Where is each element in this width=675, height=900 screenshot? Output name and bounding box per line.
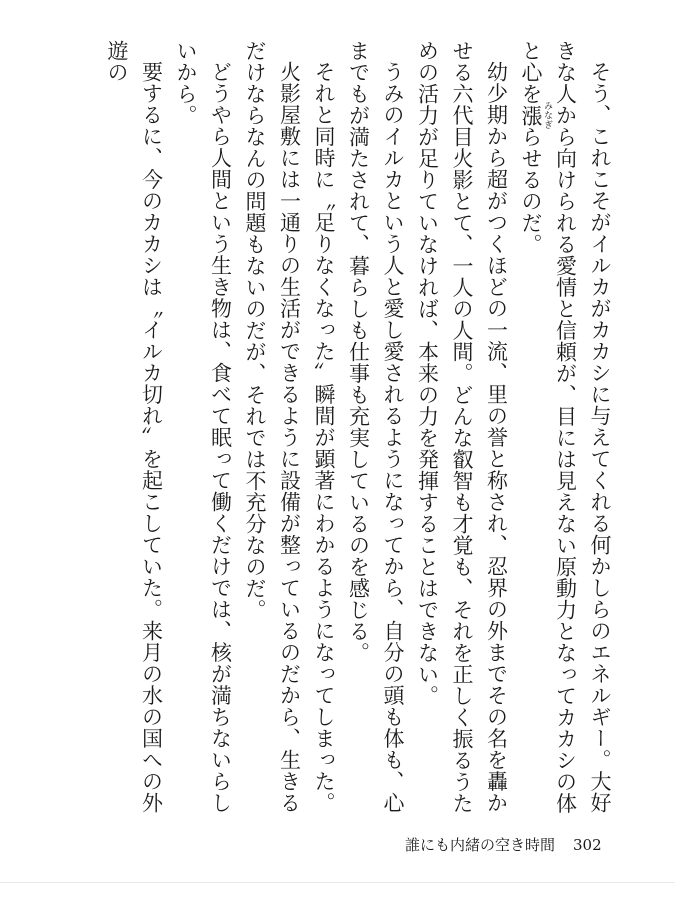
text-run: もが満たされて、暮らしも仕事も充実しているのを感じる。 <box>346 83 371 664</box>
paragraph <box>341 40 410 820</box>
text-run: が足りていなければ、本来の力を発揮することはできない。 <box>415 126 440 707</box>
paragraph <box>514 40 618 820</box>
ruby-annotation <box>519 101 552 130</box>
ruby-base: 漲 <box>519 101 543 130</box>
text-run: それと同時に〝足りなくなった〟瞬間が顕著にわかるようになってしまった。 <box>312 61 336 814</box>
ruby-reading: みなぎ <box>542 101 552 130</box>
paragraph <box>100 40 169 820</box>
text-run: らせるのだ。 <box>519 126 543 255</box>
text-run: 六代目火影とて、一人の人間。どんな叡智も才覚も、それを正しく振るうための活力 <box>415 40 474 814</box>
vertical-text-body <box>57 40 617 820</box>
bottom-divider <box>0 882 675 883</box>
paragraph <box>410 40 514 820</box>
page-number: 302 <box>573 836 602 854</box>
book-title: 誰にも内緒の空き時間 <box>405 836 556 854</box>
text-run: 人から向けられる愛情と信頼が、目には見えない原動力となってカカシの体と心を <box>519 40 578 814</box>
text-run: ら。 <box>174 83 198 126</box>
text-run: うみのイルカという人と愛し愛されるようになってから、自分の頭も体も、心まで <box>346 40 405 814</box>
text-run: 火影屋敷には一通りの生活ができるように設備が整っているのだから、生きるだけ <box>243 40 302 814</box>
text-run: そう、これこそがイルカがカカシに与えてくれる何かしらのエネルギー。大好きな <box>553 40 612 814</box>
paragraph <box>238 40 307 820</box>
text-run: 幼少期から超がつくほどの一流、里の誉と称され、忍界の外までその名を轟かせる <box>450 40 509 814</box>
text-run: どうやら人間という生き物は、食べて眠って働くだけでは、核が満ちないらしいか <box>174 40 233 814</box>
paragraph <box>169 40 238 820</box>
text-run: ならなんの問題もないのだが、それでは不充分なのだ。 <box>243 83 267 621</box>
text-run: 要するに、今のカカシは〝イルカ切れ〟を起こしていた。来月の水の国への外遊の <box>105 40 164 814</box>
page-footer <box>405 834 602 855</box>
paragraph <box>307 40 342 820</box>
